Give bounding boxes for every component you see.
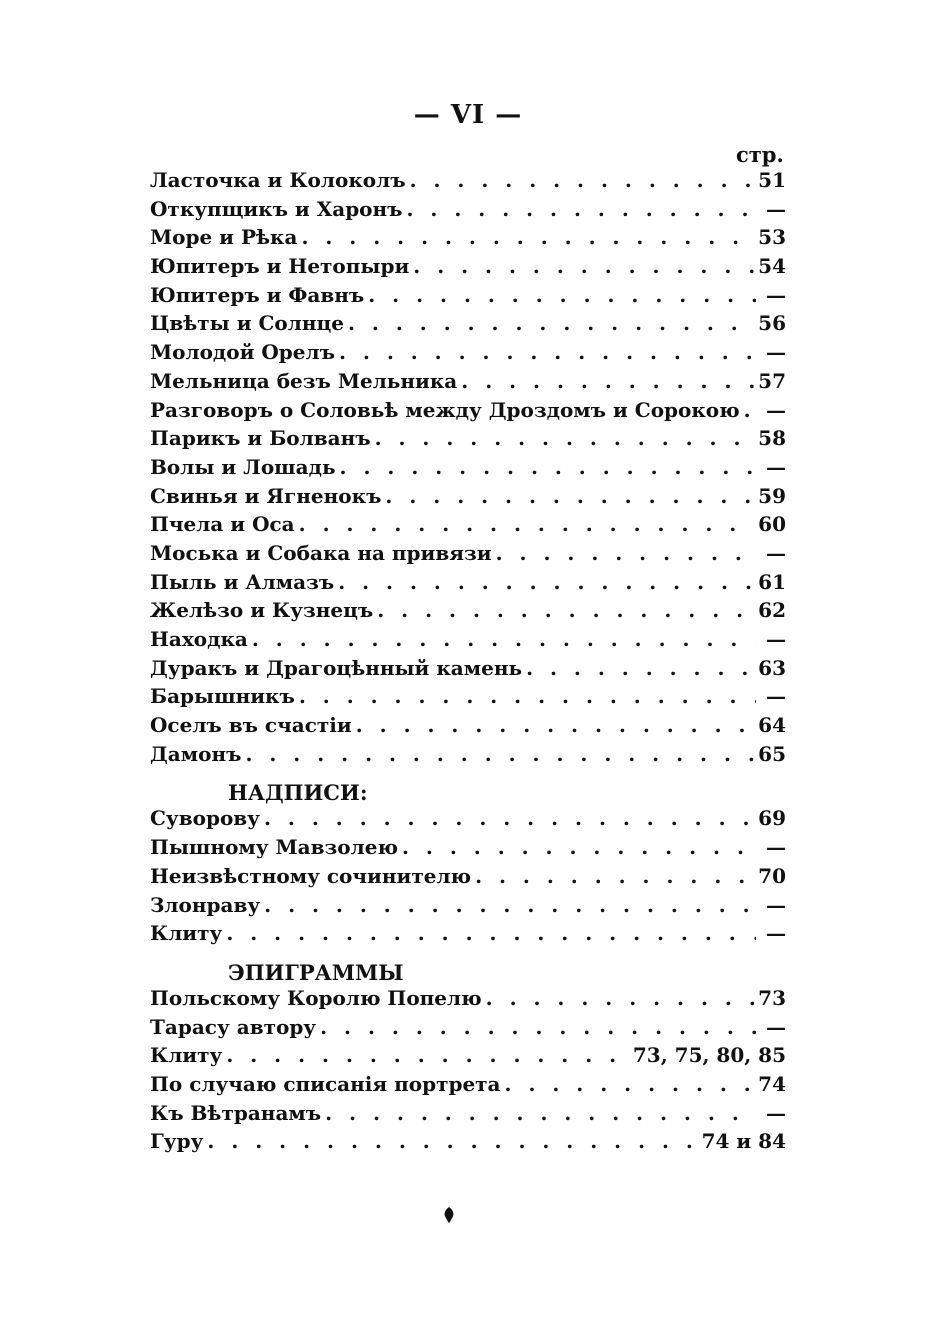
entry-page: — [766,282,786,307]
entry-page: — [766,340,786,365]
entry-title: Свинья и Ягненокъ [150,483,382,508]
entry-title: Моська и Собака на привязи [150,540,492,565]
dot-leader [325,1101,756,1125]
dot-leader [252,627,756,651]
entry-title: Цвѣты и Солнце [150,311,344,336]
entry-page: — [766,1014,786,1039]
toc-entry [150,340,786,369]
entry-title: Ласточка и Колоколъ [150,168,406,192]
dot-leader [340,455,756,479]
entry-page: — [766,196,786,221]
dot-leader [407,197,757,221]
entry-title: Суворову [150,806,260,831]
entry-title: По случаю списанія портрета [150,1071,501,1096]
toc-entry [150,921,786,950]
entry-page: 51 [758,168,786,192]
dot-leader [301,225,754,249]
entry-page: 59 [758,483,786,508]
entry-page: 74 [758,1071,786,1096]
entry-title: Тарасу автору [150,1014,317,1039]
toc-entry [150,1015,786,1044]
entry-page: 56 [758,311,786,336]
entry-page: 73 [758,985,786,1010]
dot-leader [348,311,754,335]
dot-leader [402,835,756,859]
toc-entry [150,986,786,1015]
entry-title: Находка [150,627,248,651]
toc-entry [150,541,786,570]
dot-leader [744,398,756,422]
dot-leader [264,893,756,917]
toc-entry [150,627,786,656]
toc-entry [150,369,786,398]
dot-leader [496,541,756,565]
toc-entry [150,512,786,541]
toc-entry [150,311,786,340]
entry-page: 61 [758,569,786,594]
dot-leader [207,1129,697,1153]
entry-title: Злонраву [150,892,261,917]
toc-entry [150,426,786,455]
toc-entry [150,656,786,685]
dot-leader [338,570,754,594]
dot-leader [377,598,754,622]
entry-page: 54 [758,254,786,279]
entry-title: Волы и Лошадь [150,454,336,479]
toc-entry [150,398,786,427]
toc-entry [150,168,786,197]
entry-page: — [766,627,786,651]
entry-title: Разговоръ о Соловьѣ между Дроздомъ и Сорокою [150,397,740,422]
entry-title: Оселъ въ счастіи [150,713,352,738]
toc-entry [150,713,786,742]
entry-page: — [766,1100,786,1125]
dot-leader [368,283,756,307]
toc-entry [150,684,786,713]
entry-page: 62 [758,598,786,623]
toc-entry [150,893,786,922]
page-number: — VI — [413,100,523,130]
toc-entry [150,484,786,513]
toc-entry [150,225,786,254]
entry-title: Молодой Орелъ [150,340,335,365]
toc-entry [150,835,786,864]
entry-title: Неизвѣстному сочинителю [150,863,472,888]
entry-title: Пчела и Оса [150,512,295,537]
dot-leader [226,921,756,945]
dot-leader [226,1043,629,1067]
entry-page: 53 [758,225,786,250]
entry-title: Барышникъ [150,684,295,709]
entry-page: 58 [758,426,786,451]
entry-title: Дуракъ и Драгоцѣнный камень [150,655,523,680]
entry-page: 69 [758,806,786,831]
ornament-icon [441,1206,457,1224]
dot-leader [385,484,754,508]
dot-leader [264,806,754,830]
dot-leader [505,1072,755,1096]
dot-leader [356,713,754,737]
entry-title: Клиту [150,1043,223,1068]
dot-leader [526,656,754,680]
entry-title: Желѣзо и Кузнецъ [150,598,374,623]
entry-page: — [766,921,786,946]
toc-entry [150,1129,786,1158]
entry-page: 63 [758,655,786,680]
entry-page: — [766,397,786,422]
dot-leader [299,684,756,708]
toc-entry [150,598,786,627]
entry-page: — [766,684,786,709]
entry-page: — [766,454,786,479]
entry-page: 57 [758,368,786,393]
toc-entry [150,1101,786,1130]
entry-page: 74 и 84 [701,1129,786,1154]
entry-page: 64 [758,713,786,738]
entry-title: Пыль и Алмазъ [150,569,335,594]
dot-leader [410,168,755,192]
entry-title: Дамонъ [150,741,242,766]
toc-entry [150,1072,786,1101]
toc-entry [150,864,786,893]
dot-leader [245,742,754,766]
entry-page: — [766,835,786,860]
dot-leader [375,426,755,450]
entry-title: Мельница безъ Мельника [150,368,458,393]
dot-leader [339,340,756,364]
dot-leader [475,864,754,888]
entry-page: — [766,892,786,917]
toc-entry [150,455,786,484]
entry-title: Откупщикъ и Харонъ [150,196,403,221]
dot-leader [413,254,754,278]
entry-title: Пышному Мавзолею [150,835,398,860]
toc-entry [150,197,786,226]
entry-page: 70 [758,863,786,888]
entry-page: 65 [758,741,786,766]
section-heading: НАДПИСИ: [228,780,368,806]
dot-leader [461,369,754,393]
entry-page: 73, 75, 80, 85 [632,1043,786,1068]
entry-title: Клиту [150,921,223,946]
dot-leader [486,986,755,1010]
entry-title: Гуру [150,1129,204,1154]
dot-leader [320,1015,756,1039]
table-of-contents [150,168,786,1158]
entry-title: Польскому Королю Попелю [150,985,482,1010]
toc-entry [150,806,786,835]
dot-leader [299,512,755,536]
page-column-label: стр. [736,142,784,167]
entry-title: Море и Рѣка [150,225,298,250]
section-heading: ЭПИГРАММЫ [228,959,404,985]
entry-page: — [766,540,786,565]
toc-entry [150,1043,786,1072]
entry-title: Юпитеръ и Фавнъ [150,282,365,307]
toc-entry [150,283,786,312]
toc-entry [150,742,786,771]
entry-title: Парикъ и Болванъ [150,426,371,451]
toc-entry [150,254,786,283]
entry-page: 60 [758,512,786,537]
entry-title: Къ Вѣтранамъ [150,1100,322,1125]
toc-entry [150,570,786,599]
entry-title: Юпитеръ и Нетопыри [150,254,410,279]
